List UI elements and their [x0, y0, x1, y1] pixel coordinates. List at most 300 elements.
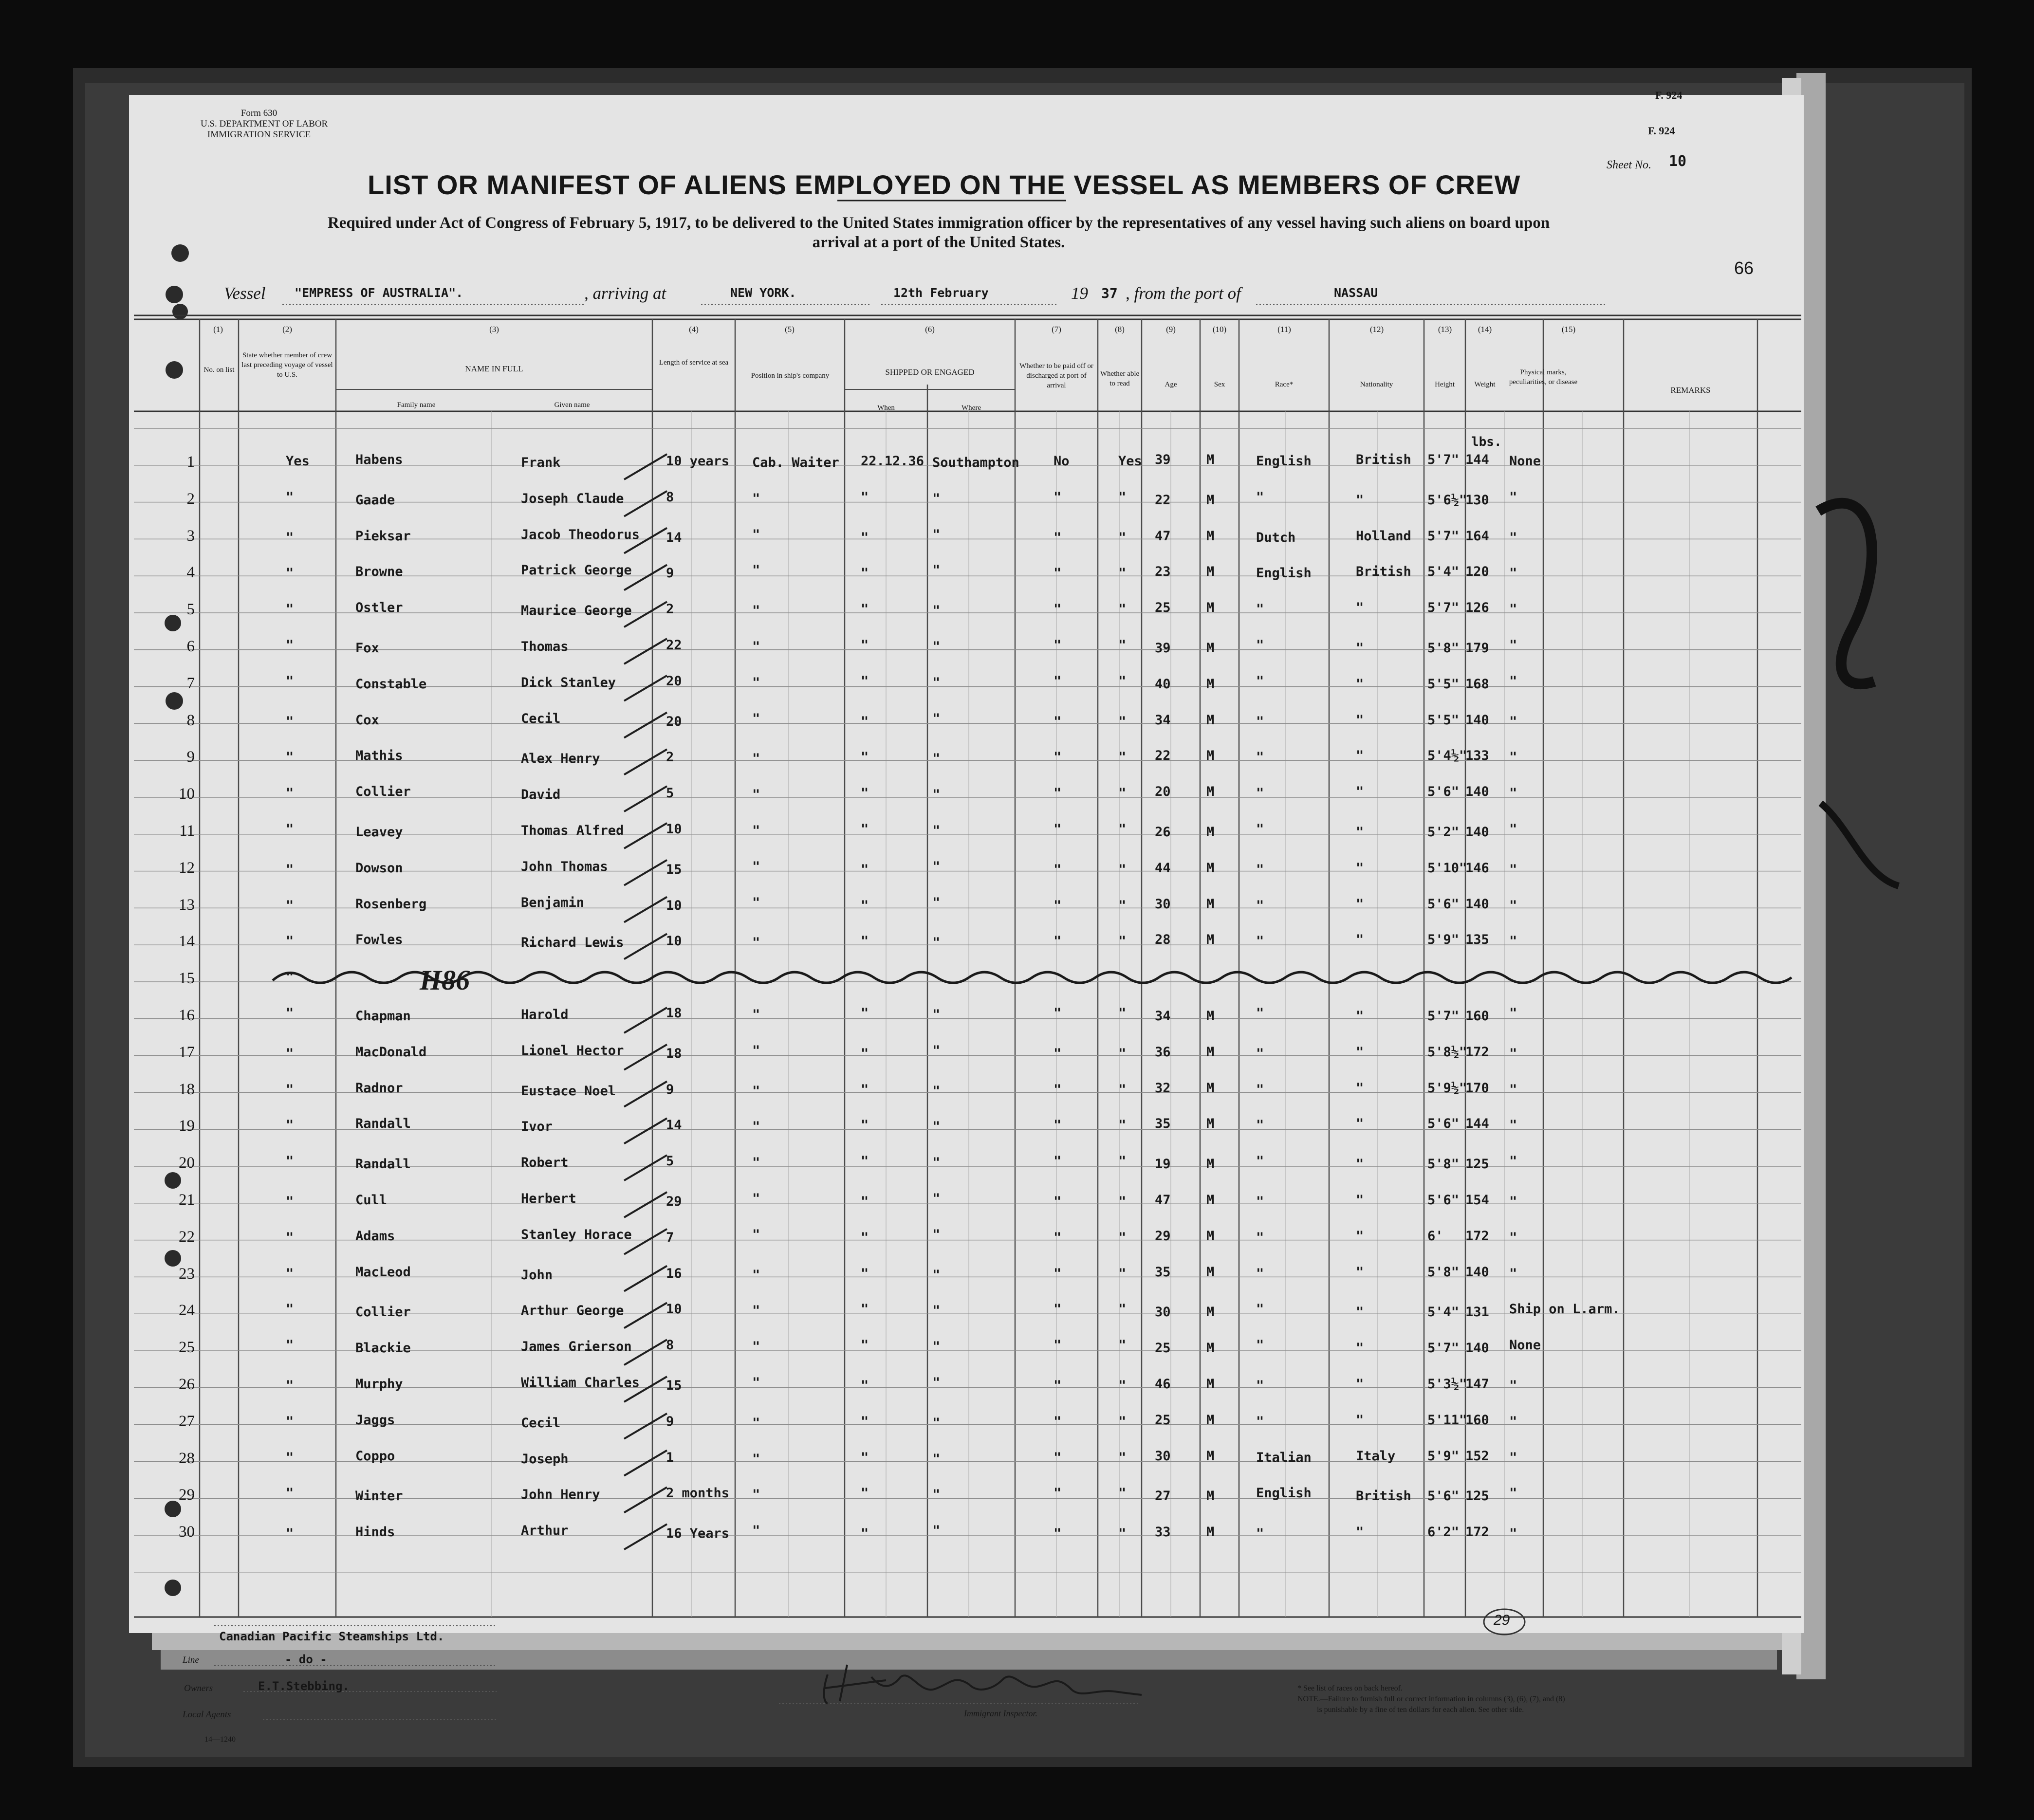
arriving-port: NEW YORK.	[730, 286, 796, 300]
cell-read: "	[1118, 822, 1127, 837]
cell-where: "	[932, 1375, 941, 1390]
cell-family: MacLeod	[355, 1264, 411, 1280]
cell-given: David	[521, 787, 561, 803]
cell-height: 5'6"	[1427, 784, 1460, 800]
cell-service: 2	[666, 602, 674, 617]
cell-paid: "	[1054, 530, 1062, 545]
cell-paid: "	[1054, 750, 1062, 765]
cell-phys: "	[1509, 1450, 1517, 1465]
cell-nat: "	[1356, 1157, 1364, 1172]
cell-when: "	[861, 1526, 869, 1542]
cell-when: "	[861, 1154, 869, 1169]
column-number: (11)	[1277, 325, 1291, 334]
cell-given: Lionel Hector	[521, 1043, 624, 1058]
cell-paid: "	[1054, 898, 1062, 913]
cell-age: 34	[1155, 712, 1171, 728]
cell-race: "	[1256, 750, 1264, 765]
cell-nat: "	[1356, 712, 1364, 728]
cell-sex: M	[1206, 1412, 1215, 1428]
cell-prev: "	[286, 1006, 294, 1021]
cell-where: "	[932, 603, 941, 619]
cell-read: "	[1118, 1194, 1127, 1209]
cell-service: 7	[666, 1230, 674, 1245]
cell-age: 23	[1155, 564, 1171, 580]
cell-age: 25	[1155, 600, 1171, 616]
col-when: When	[877, 404, 895, 412]
cell-position: "	[752, 1083, 760, 1099]
cell-family: Blackie	[355, 1341, 411, 1356]
cell-paid: "	[1054, 1006, 1062, 1021]
column-number: (15)	[1561, 325, 1576, 334]
cell-weight: 133	[1465, 748, 1489, 764]
cell-nat: "	[1356, 600, 1364, 616]
cell-family: Constable	[355, 676, 427, 692]
cell-prev: "	[286, 1154, 294, 1169]
cell-given: Dick Stanley	[521, 675, 616, 690]
cell-weight: 130	[1465, 492, 1489, 508]
column-number: (8)	[1115, 325, 1125, 334]
row-number: 10	[179, 785, 195, 803]
cell-given: Frank	[521, 455, 561, 470]
cell-nat: "	[1356, 1228, 1364, 1244]
cell-race: "	[1256, 1266, 1264, 1281]
cell-sex: M	[1206, 712, 1215, 728]
cell-read: "	[1118, 638, 1127, 653]
cell-age: 33	[1155, 1525, 1171, 1540]
row-number: 6	[186, 638, 195, 655]
cell-family: Fowles	[355, 932, 403, 948]
cell-paid: "	[1054, 1230, 1062, 1245]
cell-service: 20	[666, 714, 682, 729]
cell-where: Southampton	[932, 455, 1019, 470]
cell-nat: "	[1356, 676, 1364, 692]
cell-read: "	[1118, 1082, 1127, 1097]
cell-family: Adams	[355, 1228, 395, 1244]
cell-sex: M	[1206, 896, 1215, 912]
cell-phys: "	[1509, 1154, 1517, 1169]
cell-given: John	[521, 1267, 553, 1283]
cell-given: Eustace Noel	[521, 1083, 616, 1099]
cell-read: "	[1118, 714, 1127, 729]
cell-where: "	[932, 1339, 941, 1355]
cell-height: 5'4"	[1427, 564, 1460, 580]
cell-age: 19	[1155, 1157, 1171, 1172]
cell-race: "	[1256, 1006, 1264, 1021]
cell-family: Rosenberg	[355, 896, 427, 912]
cell-height: 5'7"	[1427, 1341, 1460, 1356]
cell-weight: 140	[1465, 896, 1489, 912]
cell-height: 5'9½"	[1427, 1080, 1467, 1096]
cell-family: Murphy	[355, 1377, 403, 1392]
cell-sex: M	[1206, 784, 1215, 800]
cell-where: "	[932, 1303, 941, 1319]
cell-prev: "	[286, 1046, 294, 1061]
column-number: (14)	[1478, 325, 1492, 334]
cell-phys: "	[1509, 566, 1517, 581]
cell-when: "	[861, 1302, 869, 1317]
cell-race: "	[1256, 1230, 1264, 1245]
cell-read: "	[1118, 1046, 1127, 1061]
cell-height: 6'	[1427, 1228, 1443, 1244]
cell-given: William Charles	[521, 1375, 640, 1390]
cell-prev: Yes	[286, 454, 310, 469]
cell-given: John Thomas	[521, 859, 608, 874]
cell-phys: "	[1509, 898, 1517, 913]
cell-position: "	[752, 1155, 760, 1171]
cell-family: Dowson	[355, 860, 403, 876]
cell-position: "	[752, 935, 760, 951]
row-number: 12	[179, 859, 195, 877]
cell-phys: "	[1509, 750, 1517, 765]
cell-given: Joseph	[521, 1451, 569, 1467]
row-number: 15	[179, 970, 195, 988]
cell-position: "	[752, 1191, 760, 1206]
cell-phys: "	[1509, 489, 1517, 505]
cell-weight: 120	[1465, 564, 1489, 580]
cell-position: "	[752, 823, 760, 838]
cell-race: English	[1256, 566, 1312, 581]
col-member-previous: State whether member of crew last preceding voyage of vessel to U.S.	[241, 351, 333, 379]
cell-position: "	[752, 1043, 760, 1058]
cell-service: 10	[666, 898, 682, 913]
cell-race: "	[1256, 1118, 1264, 1133]
cell-when: "	[861, 1118, 869, 1133]
note-penalty-2: is punishable by a fine of ten dollars for each alien. See other side.	[1317, 1706, 1524, 1714]
cell-sex: M	[1206, 1264, 1215, 1280]
cell-service: 10	[666, 822, 682, 837]
cell-where: "	[932, 1119, 941, 1135]
cell-prev: "	[286, 566, 294, 581]
cell-where: "	[932, 1043, 941, 1058]
cell-position: "	[752, 787, 760, 803]
cell-height: 5'8"	[1427, 1157, 1460, 1172]
cell-family: Cull	[355, 1193, 388, 1208]
margin-number: 66	[1734, 258, 1754, 278]
cell-where: "	[932, 1415, 941, 1431]
cell-service: 8	[666, 1338, 674, 1353]
col-position: Position in ship's company	[751, 372, 830, 380]
arriving-label: , arriving at	[584, 284, 666, 303]
cell-phys: "	[1509, 822, 1517, 837]
cell-nat: "	[1356, 1377, 1364, 1392]
cell-given: Arthur George	[521, 1303, 624, 1319]
cell-height: 5'6"	[1427, 1116, 1460, 1132]
cell-race: "	[1256, 822, 1264, 837]
cell-race: "	[1256, 1082, 1264, 1097]
cell-age: 36	[1155, 1044, 1171, 1060]
cell-family: Randall	[355, 1157, 411, 1172]
cell-race: "	[1256, 1378, 1264, 1393]
col-physical-marks: Physical marks, peculiarities, or disease	[1509, 368, 1578, 386]
cell-read: "	[1118, 1266, 1127, 1281]
cell-sex: M	[1206, 1080, 1215, 1096]
cell-service: 9	[666, 566, 674, 581]
cell-service: 22	[666, 638, 682, 653]
cell-read: "	[1118, 489, 1127, 505]
cell-when: "	[861, 1230, 869, 1245]
cell-nat: "	[1356, 1264, 1364, 1280]
cell-nat: "	[1356, 748, 1364, 764]
cell-where: "	[932, 1083, 941, 1099]
cell-where: "	[932, 527, 941, 542]
cell-given: John Henry	[521, 1487, 600, 1503]
column-number: (9)	[1166, 325, 1176, 334]
cell-phys: "	[1509, 934, 1517, 949]
col-family-name: Family name	[397, 401, 436, 409]
cell-read: "	[1118, 1302, 1127, 1317]
cell-service: 14	[666, 1118, 682, 1133]
cell-race: "	[1256, 1194, 1264, 1209]
cell-family: Fox	[355, 641, 379, 656]
cell-race: "	[1256, 934, 1264, 949]
cell-race: "	[1256, 638, 1264, 653]
cell-age: 22	[1155, 492, 1171, 508]
cell-phys: "	[1509, 673, 1517, 689]
row-number: 26	[179, 1376, 195, 1393]
cell-paid: "	[1054, 822, 1062, 837]
cell-height: 5'7"	[1427, 452, 1460, 467]
cell-when: "	[861, 638, 869, 653]
cell-family: Winter	[355, 1489, 403, 1504]
row-number: 7	[186, 674, 195, 692]
cell-family: Coppo	[355, 1448, 395, 1464]
cell-service: 2	[666, 750, 674, 765]
cell-position: "	[752, 1375, 760, 1390]
cell-paid: "	[1054, 1486, 1062, 1501]
cell-paid: "	[1054, 1082, 1062, 1097]
cell-height: 5'9"	[1427, 932, 1460, 948]
cell-prev: "	[286, 822, 294, 837]
cell-nat: "	[1356, 1080, 1364, 1096]
cell-weight: 131	[1465, 1305, 1489, 1320]
cell-weight: 140	[1465, 1264, 1489, 1280]
cell-where: "	[932, 1191, 941, 1206]
cell-sex: M	[1206, 825, 1215, 840]
cell-nat: British	[1356, 1489, 1411, 1504]
cell-nat: Italy	[1356, 1448, 1396, 1464]
cell-given: Herbert	[521, 1191, 576, 1206]
cell-service: 10	[666, 1302, 682, 1317]
cell-race: Dutch	[1256, 530, 1296, 545]
cell-when: "	[861, 1266, 869, 1281]
cell-height: 5'6"	[1427, 896, 1460, 912]
cell-position: "	[752, 1303, 760, 1319]
cell-given: Ivor	[521, 1119, 553, 1135]
cell-nat: "	[1356, 1525, 1364, 1540]
cell-given: Robert	[521, 1155, 569, 1171]
col-able-to-read: Whether able to read	[1100, 370, 1140, 387]
cell-given: Arthur	[521, 1523, 569, 1539]
cell-phys: "	[1509, 1266, 1517, 1281]
cell-when: "	[861, 862, 869, 877]
cell-phys: "	[1509, 786, 1517, 801]
cell-when: "	[861, 1082, 869, 1097]
cell-position: "	[752, 603, 760, 619]
cell-sex: M	[1206, 1044, 1215, 1060]
cell-prev: "	[286, 673, 294, 689]
cell-age: 39	[1155, 641, 1171, 656]
cell-read: "	[1118, 934, 1127, 949]
subtitle-line-2: arrival at a port of the United States.	[812, 234, 1065, 251]
cell-sex: M	[1206, 1157, 1215, 1172]
cell-sex: M	[1206, 1305, 1215, 1320]
cell-where: "	[932, 787, 941, 803]
cell-height: 5'6"	[1427, 1489, 1460, 1504]
column-number: (7)	[1052, 325, 1061, 334]
cell-paid: "	[1054, 638, 1062, 653]
cell-prev: "	[286, 530, 294, 545]
cell-service: 10	[666, 934, 682, 949]
cell-age: 34	[1155, 1009, 1171, 1024]
cell-given: Stanley Horace	[521, 1227, 632, 1242]
cell-where: "	[932, 1007, 941, 1022]
cell-family: Radnor	[355, 1080, 403, 1096]
cell-service: 2 months	[666, 1486, 730, 1501]
cell-service: 1	[666, 1450, 674, 1465]
row-number: 23	[179, 1265, 195, 1283]
cell-age: 26	[1155, 825, 1171, 840]
form-code-2: F. 924	[1648, 125, 1675, 137]
row-number: 18	[179, 1080, 195, 1098]
cell-nat: Holland	[1356, 528, 1411, 544]
cell-where: "	[932, 895, 941, 910]
cell-nat: "	[1356, 1116, 1364, 1132]
cell-nat: "	[1356, 1193, 1364, 1208]
arrival-date: 12th February	[893, 286, 989, 300]
cell-where: "	[932, 1451, 941, 1467]
cell-race: "	[1256, 673, 1264, 689]
column-number: (6)	[925, 325, 935, 334]
cell-prev: "	[286, 786, 294, 801]
col-given-name: Given name	[554, 401, 590, 409]
cell-family: Mathis	[355, 748, 403, 764]
cell-sex: M	[1206, 1489, 1215, 1504]
cell-height: 5'5"	[1427, 712, 1460, 728]
col-shipped-engaged: SHIPPED OR ENGAGED	[885, 368, 975, 377]
cell-when: "	[861, 750, 869, 765]
cell-given: Richard Lewis	[521, 935, 624, 951]
cell-family: Cox	[355, 712, 379, 728]
cell-phys: "	[1509, 530, 1517, 545]
cell-given: Harold	[521, 1007, 569, 1022]
cell-weight: 168	[1465, 676, 1489, 692]
cell-phys: "	[1509, 1486, 1517, 1501]
cell-read: "	[1118, 1154, 1127, 1169]
cell-paid: "	[1054, 1194, 1062, 1209]
cell-age: 22	[1155, 748, 1171, 764]
cell-prev: "	[286, 1230, 294, 1245]
cell-family: Pieksar	[355, 528, 411, 544]
cell-weight: 160	[1465, 1009, 1489, 1024]
cell-where: "	[932, 491, 941, 506]
cell-where: "	[932, 935, 941, 951]
cell-nat: British	[1356, 564, 1411, 580]
circled-page-number: 29	[1494, 1612, 1510, 1628]
cell-age: 47	[1155, 528, 1171, 544]
cell-when: "	[861, 1450, 869, 1465]
cell-sex: M	[1206, 1341, 1215, 1356]
row-number: 16	[179, 1007, 195, 1024]
row-number: 25	[179, 1339, 195, 1357]
cell-given: Cecil	[521, 711, 561, 726]
cell-paid: "	[1054, 566, 1062, 581]
cell-read: "	[1118, 566, 1127, 581]
cell-weight: 140	[1465, 825, 1489, 840]
cell-age: 47	[1155, 1193, 1171, 1208]
cell-service: 10 years	[666, 454, 730, 469]
cell-paid: "	[1054, 1118, 1062, 1133]
cell-paid: "	[1054, 1450, 1062, 1465]
inspector-label: Immigrant Inspector.	[964, 1709, 1037, 1718]
inspector-signature	[828, 1667, 830, 1668]
cell-read: "	[1118, 1230, 1127, 1245]
cell-sex: M	[1206, 1193, 1215, 1208]
cell-height: 5'10"	[1427, 860, 1467, 876]
cell-prev: "	[286, 1486, 294, 1501]
cell-paid: "	[1054, 714, 1062, 729]
cell-paid: "	[1054, 1414, 1062, 1429]
row-number: 13	[179, 896, 195, 914]
cell-read: "	[1118, 1414, 1127, 1429]
column-number: (13)	[1438, 325, 1452, 334]
column-number: (4)	[689, 325, 699, 334]
row-number: 9	[186, 748, 195, 766]
col-age: Age	[1165, 381, 1177, 388]
cell-given: Patrick George	[521, 563, 632, 578]
cell-height: 5'7"	[1427, 600, 1460, 616]
from-port-label: , from the port of	[1126, 284, 1241, 303]
weight-unit: lbs.	[1471, 435, 1502, 449]
cell-weight: 152	[1465, 1448, 1489, 1464]
cell-phys: "	[1509, 602, 1517, 617]
cell-height: 5'7"	[1427, 1009, 1460, 1024]
company-name: Canadian Pacific Steamships Ltd.	[219, 1630, 444, 1643]
vessel-name: "EMPRESS OF AUSTRALIA".	[295, 286, 463, 300]
cell-race: "	[1256, 1414, 1264, 1429]
cell-nat: "	[1356, 860, 1364, 876]
cell-prev: "	[286, 970, 294, 985]
cell-prev: "	[286, 489, 294, 505]
cell-position: "	[752, 895, 760, 910]
cell-sex: M	[1206, 1228, 1215, 1244]
cell-weight: 154	[1465, 1193, 1489, 1208]
cell-height: 5'7"	[1427, 528, 1460, 544]
cell-age: 35	[1155, 1264, 1171, 1280]
cell-height: 5'5"	[1427, 676, 1460, 692]
cell-position: "	[752, 527, 760, 542]
cell-sex: M	[1206, 1009, 1215, 1024]
cell-given: Thomas	[521, 639, 569, 654]
cell-age: 39	[1155, 452, 1171, 467]
cell-height: 5'2"	[1427, 825, 1460, 840]
cell-weight: 144	[1465, 452, 1489, 467]
cell-race: "	[1256, 1046, 1264, 1061]
cell-given: Maurice George	[521, 603, 632, 619]
col-race: Race*	[1275, 381, 1294, 388]
cell-family: Habens	[355, 452, 403, 467]
cell-paid: "	[1054, 786, 1062, 801]
row-number: 3	[186, 527, 195, 545]
cell-race: "	[1256, 862, 1264, 877]
row-number: 28	[179, 1449, 195, 1467]
cell-sex: M	[1206, 564, 1215, 580]
col-remarks: REMARKS	[1670, 386, 1711, 395]
cell-service: 18	[666, 1006, 682, 1021]
cell-phys: "	[1509, 1414, 1517, 1429]
cell-service: 18	[666, 1046, 682, 1061]
cell-weight: 146	[1465, 860, 1489, 876]
cell-age: 35	[1155, 1116, 1171, 1132]
